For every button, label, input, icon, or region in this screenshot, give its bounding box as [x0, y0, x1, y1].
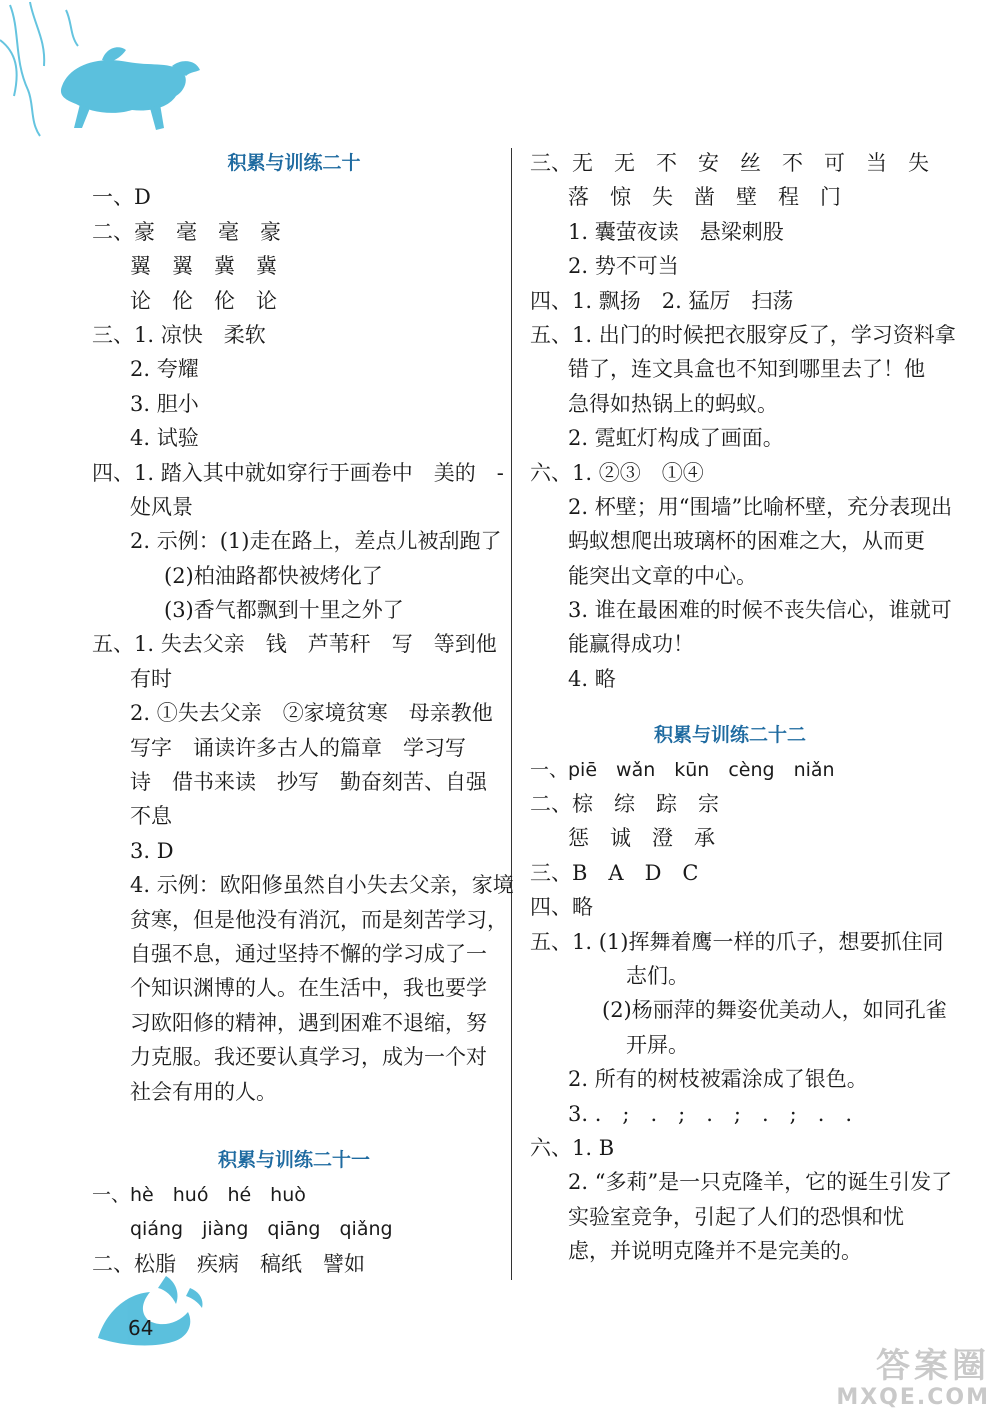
- answer-line: 六、1. B: [530, 1135, 615, 1160]
- answer-line: 有时: [130, 666, 172, 691]
- column-divider: [511, 148, 512, 1280]
- section-heading: 积累与训练二十一: [217, 1149, 370, 1172]
- answer-line: 三、B A D C: [530, 860, 699, 885]
- answer-line: 2. ①失去父亲 ②家境贫寒 母亲教他: [130, 701, 493, 726]
- answer-line: 2. 所有的树枝被霜涂成了银色。: [568, 1067, 868, 1092]
- answer-line: 一、hè huó hé huò: [92, 1183, 306, 1206]
- answer-line: 三、1. 凉快 柔软: [92, 322, 266, 347]
- answer-line: 4. 示例：欧阳修虽然自小失去父亲，家境: [130, 873, 514, 898]
- answer-line: 力克服。我还要认真学习，成为一个对: [130, 1045, 487, 1070]
- answer-line: 四、1. 飘扬 2. 猛厉 扫荡: [530, 288, 794, 313]
- watermark-logo-text: 答案圈: [876, 1346, 990, 1386]
- answer-line: 贫寒，但是他没有消沉，而是刻苦学习，: [130, 907, 508, 932]
- answer-line: 1. 囊萤夜读 悬梁刺股: [568, 219, 784, 244]
- left-column: [92, 146, 514, 1281]
- answer-line: 2. 霓虹灯构成了画面。: [568, 426, 784, 451]
- answer-line: 习欧阳修的精神，遇到困难不退缩，努: [130, 1010, 487, 1035]
- answer-line: 五、1. 出门的时候把衣服穿反了，学习资料拿: [530, 322, 956, 347]
- answer-line: 能赢得成功！: [568, 632, 694, 657]
- answer-line: (2)杨丽萍的舞姿优美动人，如同孔雀: [602, 998, 947, 1023]
- answer-line: 四、略: [530, 895, 593, 920]
- answer-line: 实验室竞争，引起了人们的恐惧和忧: [568, 1204, 904, 1229]
- answer-line: 2. “多莉”是一只克隆羊，它的诞生引发了: [568, 1170, 953, 1195]
- answer-line: 四、1. 踏入其中就如穿行于画卷中 美的 -: [92, 460, 504, 485]
- answer-line: 落 惊 失 凿 壁 程 门: [568, 185, 841, 210]
- section-heading: 积累与训练二十二: [653, 724, 806, 747]
- answer-line: 二、豪 毫 毫 豪: [92, 219, 281, 244]
- answer-line: 翼 翼 冀 冀: [130, 254, 277, 279]
- answer-line: 个知识渊博的人。在生活中，我也要学: [130, 976, 487, 1001]
- answer-line: 3. 谁在最困难的时候不丧失信心，谁就可: [568, 598, 952, 623]
- ink-wash-ox-illustration: [0, 0, 215, 150]
- answer-line: 虑，并说明克隆并不是完美的。: [568, 1239, 862, 1264]
- answer-line: 一、piē wǎn kūn cèng niǎn: [530, 758, 835, 781]
- answer-line: 2. 势不可当: [568, 254, 679, 279]
- answer-line: 3. 胆小: [130, 391, 199, 416]
- answer-line: (2)柏油路都快被烤化了: [164, 563, 383, 588]
- answer-line: 志们。: [626, 963, 689, 988]
- answer-line: 惩 诚 澄 承: [568, 826, 715, 851]
- answer-line: 能突出文章的中心。: [568, 563, 757, 588]
- answer-line: (3)香气都飘到十里之外了: [164, 598, 404, 623]
- answer-line: 4. 略: [568, 666, 616, 691]
- answer-line: 错了，连文具盒也不知到哪里去了！他: [568, 357, 925, 382]
- spacer: [92, 1109, 496, 1143]
- answer-line: 二、松脂 疾病 稿纸 譬如: [92, 1251, 365, 1276]
- answer-line: 一、D: [92, 185, 151, 210]
- watermark-site-text: MXQE.COM: [836, 1385, 990, 1410]
- watermark: [820, 1347, 990, 1417]
- answer-line: 处风景: [130, 494, 193, 519]
- page-number: 64: [128, 1316, 154, 1340]
- answer-line: 五、1. (1)挥舞着鹰一样的爪子，想要抓住同: [530, 929, 944, 954]
- answer-line: 不息: [130, 804, 172, 829]
- section-heading: 积累与训练二十: [227, 152, 361, 174]
- answer-line: 急得如热锅上的蚂蚁。: [568, 391, 778, 416]
- wave-ornament-icon: [92, 1268, 222, 1348]
- answer-line: 五、1. 失去父亲 钱 芦苇秆 写 等到他: [92, 632, 497, 657]
- answer-line: 2. 杯壁；用“围墙”比喻杯壁，充分表现出: [568, 494, 953, 519]
- answer-line: 论 伦 伦 论: [130, 288, 277, 313]
- answer-line: 2. 夸耀: [130, 357, 199, 382]
- answer-line: 蚂蚁想爬出玻璃杯的困难之大，从而更: [568, 529, 925, 554]
- answer-line: 开屏。: [626, 1032, 689, 1057]
- right-column: [530, 146, 956, 1269]
- answer-line: 社会有用的人。: [130, 1079, 277, 1104]
- answer-line: 二、棕 综 踪 宗: [530, 792, 719, 817]
- answer-line: 诗 借书来读 抄写 勤奋刻苦、自强: [130, 770, 487, 795]
- answer-line: 4. 试验: [130, 426, 199, 451]
- answer-line: 三、无 无 不 安 丝 不 可 当 失: [530, 151, 929, 175]
- answer-line: 自强不息，通过坚持不懈的学习成了一: [130, 941, 487, 966]
- answer-line: 3. D: [130, 838, 174, 863]
- answer-line: 3. . ; . ; . ; . ; . .: [568, 1101, 853, 1126]
- answer-line: 六、1. ②③ ①④: [530, 460, 704, 485]
- answer-line: 2. 示例：(1)走在路上，差点儿被刮跑了: [130, 529, 502, 554]
- answer-line: qiáng jiàng qiāng qiǎng: [130, 1218, 393, 1241]
- answer-line: 写字 诵读许多古人的篇章 学习写: [130, 735, 466, 760]
- spacer: [530, 696, 930, 718]
